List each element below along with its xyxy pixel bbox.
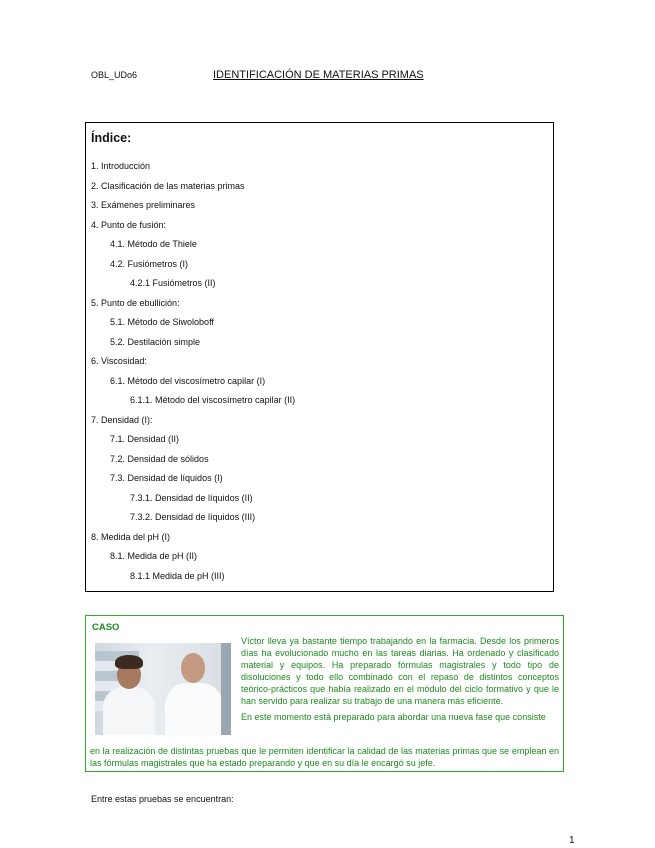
toc-item[interactable]: 8.1.1 Medida de pH (III): [130, 570, 225, 581]
toc-item[interactable]: 3. Exámenes preliminares: [91, 200, 196, 210]
table-of-contents: [86, 157, 553, 586]
toc-item[interactable]: 7.2. Densidad de sólidos: [110, 453, 209, 464]
toc-item[interactable]: 5. Punto de ebullición:: [91, 297, 180, 308]
toc-item[interactable]: 4.2. Fusiómetros (I): [110, 258, 189, 269]
pharmacy-photo: [95, 643, 231, 735]
index-box: [85, 122, 554, 592]
document-title: IDENTIFICACIÓN DE MATERIAS PRIMAS: [213, 69, 424, 81]
toc-item[interactable]: 7.3.1. Densidad de líquidos (II): [130, 492, 253, 503]
toc-item[interactable]: 4.2.1 Fusiómetros (II): [130, 278, 216, 288]
caso-label: CASO: [92, 622, 120, 633]
toc-item[interactable]: 4.1. Método de Thiele: [110, 239, 197, 249]
index-title: Índice:: [91, 131, 132, 145]
toc-item[interactable]: 8.1. Medida de pH (II): [110, 551, 198, 561]
toc-item[interactable]: 7.3.2. Densidad de líquidos (III): [130, 512, 256, 522]
caso-box: [85, 615, 564, 772]
toc-item[interactable]: 7.1. Densidad (II): [110, 434, 180, 444]
toc-item[interactable]: 5.2. Destilación simple: [110, 336, 201, 347]
after-text: Entre estas pruebas se encuentran:: [91, 794, 234, 804]
toc-item[interactable]: 8. Medida del pH (I): [91, 531, 171, 542]
caso-paragraph-1: Víctor lleva ya bastante tiempo trabajando en la farmacia. Desde los primeros días ha evolucionado mucho en las tareas diarias. Ha ordenado y clasificado material y equipos. Ha preparado fórmulas magistrales y todo tipo de disoluciones y todo ello combinado con el repaso de distintos conceptos teórico-prácticos que había realizado en el módulo del ciclo formativo y que le han servido para realizar su trabajo de una manera más eficiente.: [241, 636, 559, 706]
toc-item[interactable]: 5.1. Método de Siwoloboff: [110, 317, 214, 327]
toc-item[interactable]: 6. Viscosidad:: [91, 356, 147, 366]
toc-item[interactable]: 6.1. Método del viscosímetro capilar (I): [110, 375, 266, 386]
toc-item[interactable]: 7. Densidad (I):: [91, 414, 153, 425]
header-code: OBL_UDo6: [91, 70, 138, 80]
toc-item[interactable]: 1. Introducción: [91, 161, 151, 171]
caso-text: [241, 635, 559, 727]
toc-item[interactable]: 6.1.1. Método del viscosímetro capilar (II): [130, 395, 296, 405]
toc-item[interactable]: 4. Punto de fusión:: [91, 219, 167, 230]
toc-item[interactable]: 2. Clasificación de las materias primas: [91, 180, 245, 191]
caso-paragraph-2-rest: en la realización de distintas pruebas que le permiten identificar la calidad de las materias primas que se emplean en las fórmulas magistrales que ha estado preparando y que en su día le encargó su jefe.: [90, 746, 559, 768]
caso-paragraph-2-start: En este momento está preparado para abordar una nueva fase que consiste: [241, 712, 546, 722]
toc-item[interactable]: 7.3. Densidad de líquidos (I): [110, 473, 223, 483]
page-number: 1: [569, 835, 575, 846]
